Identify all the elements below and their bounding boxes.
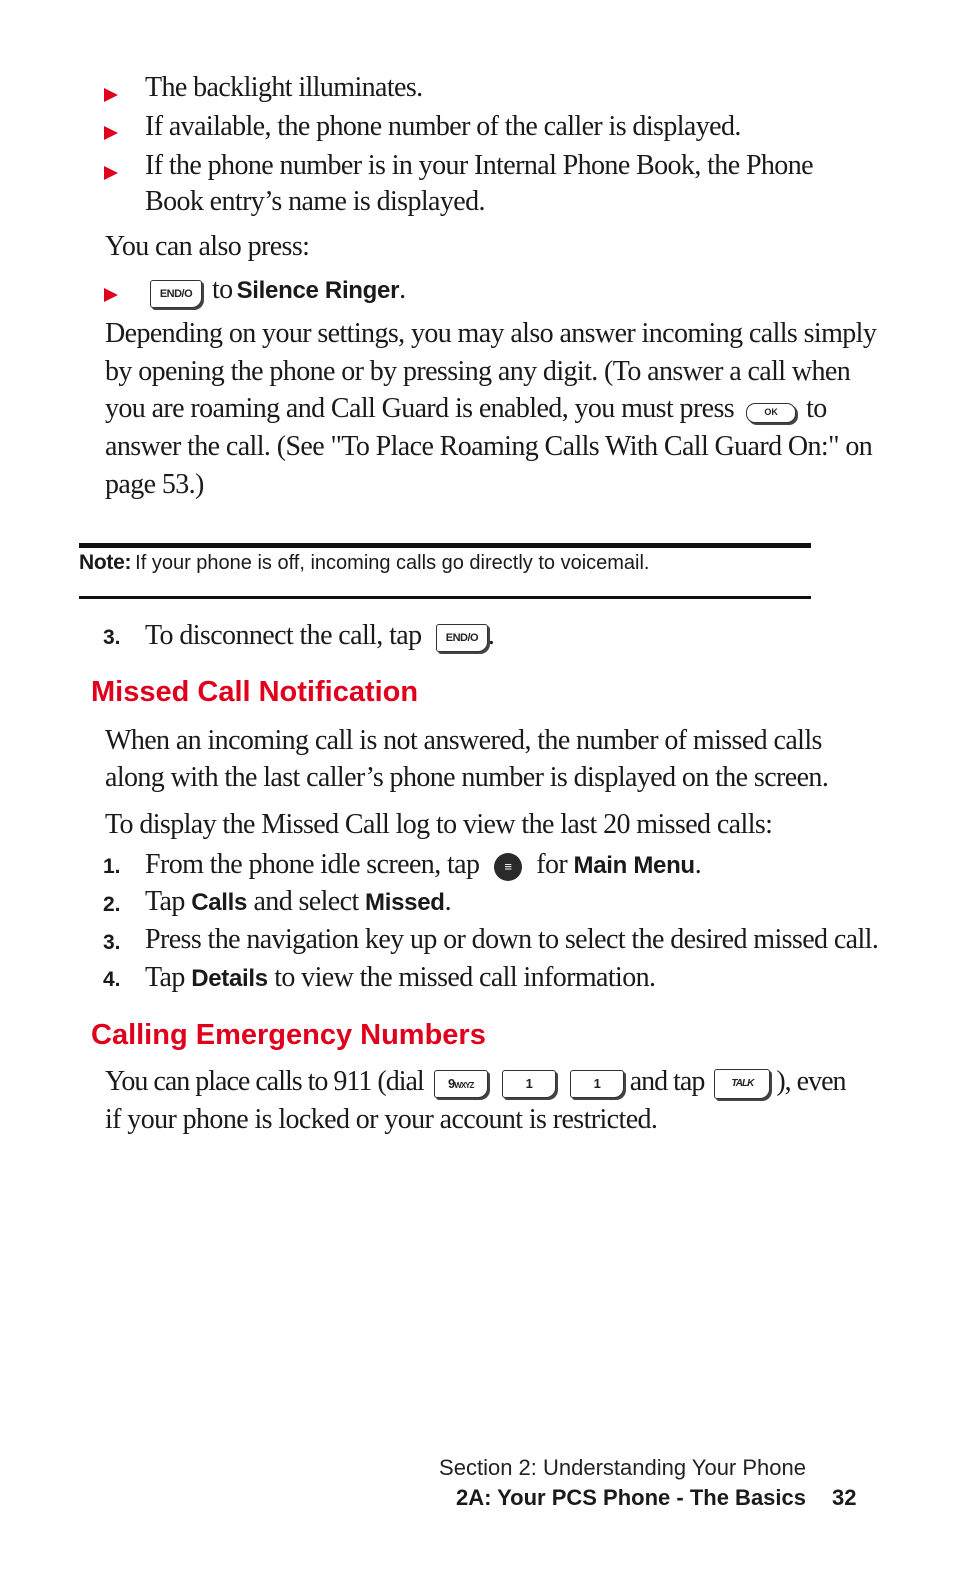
- note-text: If your phone is off, incoming calls go directly to voicemail.: [135, 552, 650, 574]
- one-key-icon: 1: [502, 1070, 556, 1098]
- calls-label: Calls: [191, 889, 248, 916]
- bullet-marker: [104, 88, 118, 102]
- depending-line-5: page 53.): [105, 469, 204, 500]
- footer-section: Section 2: Understanding Your Phone: [439, 1455, 806, 1480]
- emergency-text-a: You can place calls to 911 (dial: [105, 1066, 424, 1097]
- missed-step-2-tap: Tap: [145, 886, 185, 917]
- step-disconnect-period: .: [487, 620, 495, 651]
- note-top-rule: [79, 543, 811, 548]
- main-menu-label: Main Menu: [573, 852, 695, 879]
- missed-p1-line-2: along with the last caller’s phone number is displayed on the screen.: [105, 762, 829, 793]
- emergency-line-1: [105, 1066, 846, 1099]
- menu-key-icon: ≡: [494, 853, 522, 881]
- missed-p1-line-1: When an incoming call is not answered, the number of missed calls: [105, 725, 822, 756]
- step-number: 4.: [103, 968, 121, 991]
- missed-step-1-for: for: [536, 849, 568, 880]
- missed-step-4-tap: Tap: [145, 962, 185, 993]
- bullet-marker: [104, 126, 118, 140]
- bullet-marker: [104, 288, 118, 302]
- end-key-icon: END/O: [150, 280, 202, 308]
- bullet-text-continued: Book entry’s name is displayed.: [145, 186, 485, 217]
- missed-step-3: Press the navigation key up or down to select the desired missed call.: [145, 924, 879, 955]
- depending-line-2: by opening the phone or by pressing any digit. (To answer a call when: [105, 356, 851, 387]
- step-number: 1.: [103, 855, 121, 878]
- page-number: 32: [832, 1485, 857, 1510]
- emergency-text-c: ), even: [776, 1066, 846, 1097]
- depending-line-1: Depending on your settings, you may also answer incoming calls simply: [105, 318, 877, 349]
- talk-key-icon: TALK: [714, 1069, 770, 1099]
- depending-line-3-to: to: [806, 393, 827, 424]
- one-key-icon: 1: [570, 1070, 624, 1098]
- footer-chapter: 2A: Your PCS Phone - The Basics: [455, 1485, 806, 1510]
- silence-period: .: [399, 274, 406, 305]
- missed-label: Missed: [365, 889, 445, 916]
- missed-p2: To display the Missed Call log to view the last 20 missed calls:: [105, 809, 773, 840]
- missed-step-4-text: to view the missed call information.: [274, 962, 656, 993]
- bullet-text: The backlight illuminates.: [145, 72, 423, 103]
- bullet-marker: [104, 166, 118, 180]
- step-number: 3.: [103, 931, 121, 954]
- note: [79, 551, 650, 575]
- ok-key-icon: OK: [746, 403, 796, 423]
- nine-key-digit: 9: [448, 1075, 455, 1091]
- step-number: 2.: [103, 893, 121, 916]
- also-press-text: You can also press:: [105, 231, 310, 262]
- bullet-text: If the phone number is in your Internal Phone Book, the Phone: [145, 150, 813, 181]
- depending-line-3-text: you are roaming and Call Guard is enabled, you must press: [105, 393, 735, 424]
- step-disconnect-text: To disconnect the call, tap: [145, 620, 422, 651]
- missed-step-1-text: From the phone idle screen, tap: [145, 849, 480, 880]
- depending-line-3: [105, 393, 827, 425]
- emergency-line-2: if your phone is locked or your account is restricted.: [105, 1104, 658, 1135]
- bullet-text: If available, the phone number of the caller is displayed.: [145, 111, 741, 142]
- depending-line-4: answer the call. (See "To Place Roaming Calls With Call Guard On:" on: [105, 431, 873, 462]
- missed-call-heading: Missed Call Notification: [91, 676, 419, 708]
- nine-key-letters: WXYZ: [454, 1080, 474, 1090]
- end-key-icon: END/O: [436, 624, 488, 652]
- missed-step-1: [145, 849, 701, 881]
- nine-key-icon: [434, 1070, 488, 1098]
- emergency-text-b: and tap: [629, 1066, 705, 1097]
- note-label: Note:: [79, 551, 132, 574]
- missed-step-2-period: .: [444, 886, 452, 917]
- missed-step-2: [145, 886, 451, 918]
- emergency-heading: Calling Emergency Numbers: [91, 1019, 486, 1051]
- step-number: 3.: [103, 626, 121, 649]
- missed-step-4: [145, 962, 655, 994]
- missed-step-1-period: .: [694, 849, 702, 880]
- silence-to: to: [212, 274, 233, 305]
- details-label: Details: [191, 965, 268, 992]
- note-bottom-rule: [79, 596, 811, 599]
- missed-step-2-select: and select: [253, 886, 359, 917]
- silence-ringer-line: [150, 274, 406, 308]
- silence-ringer-label: Silence Ringer: [236, 277, 400, 304]
- step-disconnect: [145, 620, 494, 652]
